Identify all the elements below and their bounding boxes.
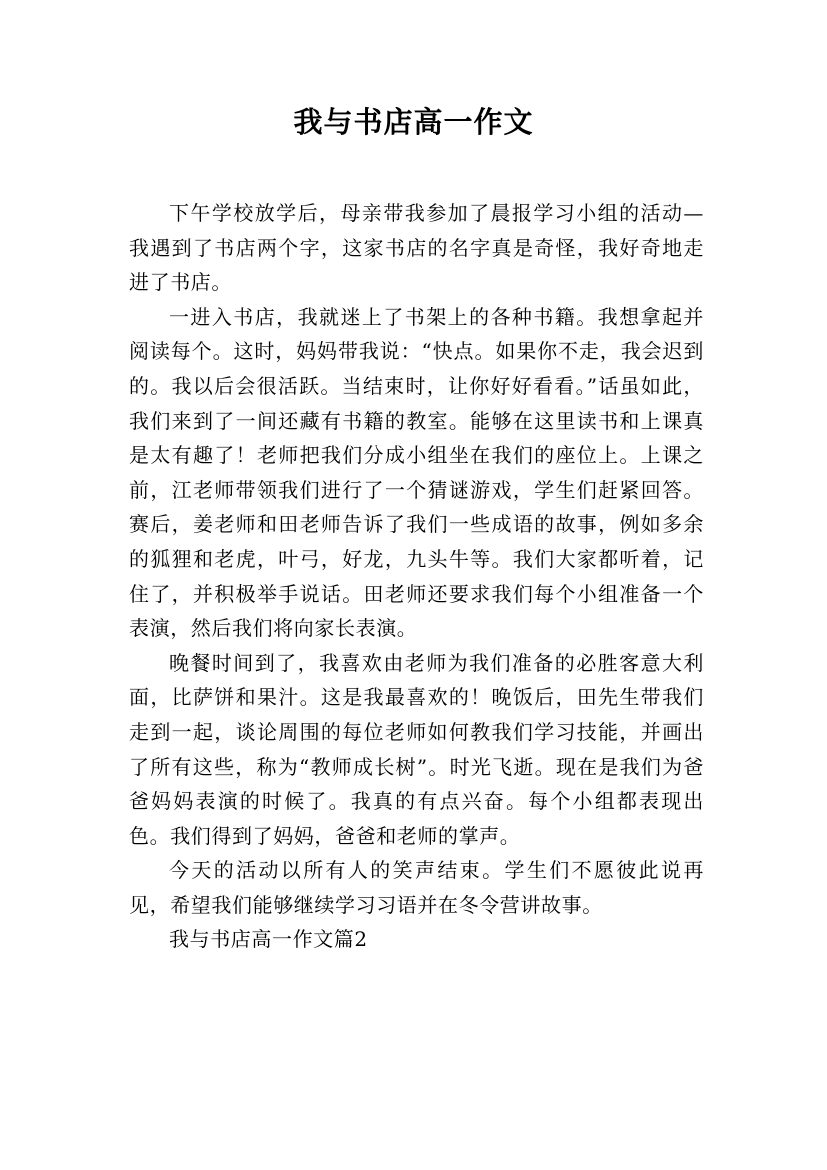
paragraph: 晚餐时间到了，我喜欢由老师为我们准备的必胜客意大利面，比萨饼和果汁。这是我最喜欢的！晚饭后，田先生带我们走到一起，谈论周围的每位老师如何教我们学习技能，并画出了所有这些，称为“教师成长树”。时光飞逝。现在是我们为爸爸妈妈表演的时候了。我真的有点兴奋。每个小组都表现出色。我们得到了妈妈，爸爸和老师的掌声。 [129, 650, 704, 848]
document-body [129, 196, 704, 957]
paragraph: 今天的活动以所有人的笑声结束。学生们不愿彼此说再见，希望我们能够继续学习习语并在冬令营讲故事。 [129, 858, 704, 917]
document-title: 我与书店高一作文 [293, 105, 534, 139]
section-heading: 我与书店高一作文篇2 [169, 927, 368, 952]
paragraph: 一进入书店，我就迷上了书架上的各种书籍。我想拿起并阅读每个。这时，妈妈带我说：“快点。如果你不走，我会迟到的。我以后会很活跃。当结束时，让你好好看看。”话虽如此，我们来到了一间还藏有书籍的教室。能够在这里读书和上课真是太有趣了！老师把我们分成小组坐在我们的座位上。上课之前，江老师带领我们进行了一个猜谜游戏，学生们赶紧回答。赛后，姜老师和田老师告诉了我们一些成语的故事，例如多余的狐狸和老虎，叶弓，好龙，九头牛等。我们大家都听着，记住了，并积极举手说话。田老师还要求我们每个小组准备一个表演，然后我们将向家长表演。 [129, 304, 704, 641]
paragraph: 下午学校放学后，母亲带我参加了晨报学习小组的活动—我遇到了书店两个字，这家书店的名字真是奇怪，我好奇地走进了书店。 [129, 201, 704, 295]
